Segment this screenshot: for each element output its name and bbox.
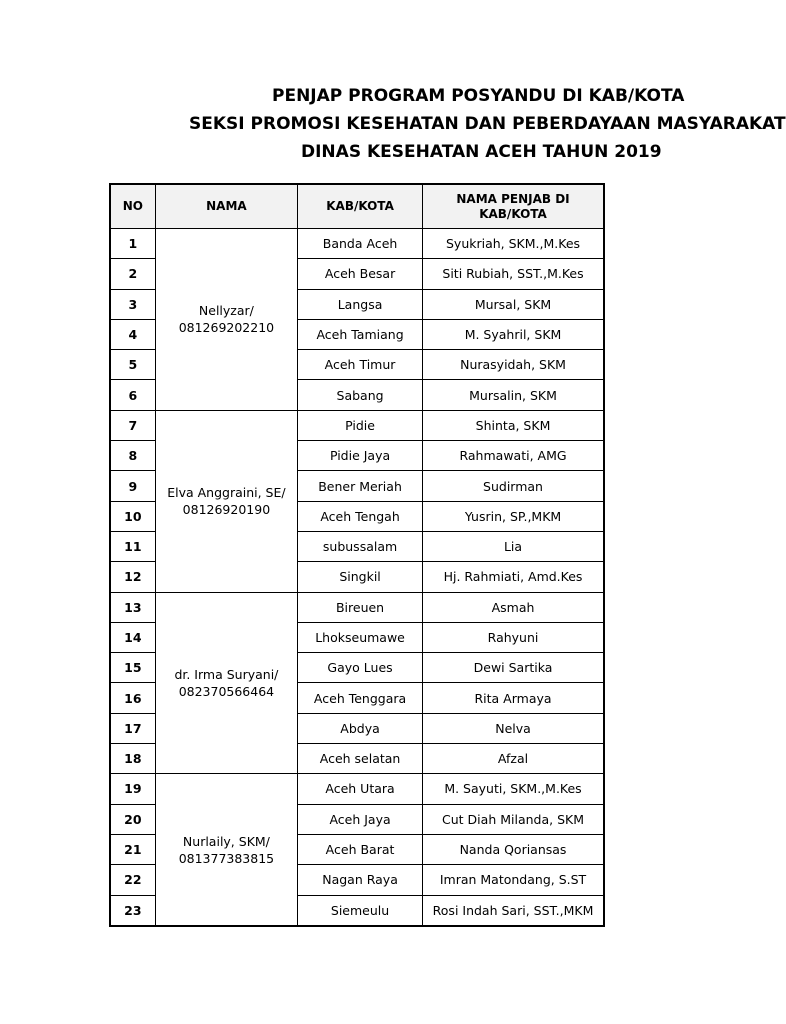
- table-row: [110, 410, 604, 440]
- cell-nama-penjab: Dewi Sartika: [423, 653, 604, 683]
- cell-kab-kota: Aceh selatan: [298, 744, 423, 774]
- header-penjab-line-2: KAB/KOTA: [479, 206, 547, 221]
- cell-kab-kota: Aceh Utara: [298, 774, 423, 804]
- cell-nama-penjab: M. Syahril, SKM: [423, 319, 604, 349]
- coordinator-phone: 082370566464: [178, 683, 275, 699]
- cell-nama-penjab: Cut Diah Milanda, SKM: [423, 804, 604, 834]
- cell-nama-penjab: Asmah: [423, 592, 604, 622]
- cell-nama-penjab: Afzal: [423, 744, 604, 774]
- cell-no: 14: [110, 622, 155, 652]
- cell-no: 10: [110, 501, 155, 531]
- cell-nama-penjab: Mursal, SKM: [423, 289, 604, 319]
- table-header-row: [110, 184, 604, 229]
- cell-kab-kota: Aceh Barat: [298, 834, 423, 864]
- coordinator-phone: 081269202210: [178, 320, 275, 336]
- cell-nama-penjab: Nanda Qoriansas: [423, 834, 604, 864]
- cell-nama-penjab: Rita Armaya: [423, 683, 604, 713]
- cell-nama-penjab: M. Sayuti, SKM.,M.Kes: [423, 774, 604, 804]
- cell-no: 23: [110, 895, 155, 926]
- heading-line-3: DINAS KESEHATAN ACEH TAHUN 2019: [301, 142, 662, 162]
- coordinator-name: Nurlaily, SKM/: [182, 833, 270, 849]
- cell-nama-penjab: Yusrin, SP.,MKM: [423, 501, 604, 531]
- cell-nama-penjab: Mursalin, SKM: [423, 380, 604, 410]
- cell-kab-kota: Aceh Tenggara: [298, 683, 423, 713]
- cell-no: 15: [110, 653, 155, 683]
- table-body: [110, 229, 604, 926]
- header-penjab-line-1: NAMA PENJAB DI: [456, 191, 570, 206]
- cell-no: 1: [110, 229, 155, 259]
- cell-nama-penjab: Shinta, SKM: [423, 410, 604, 440]
- cell-nama-penjab: Imran Matondang, S.ST: [423, 865, 604, 895]
- coordinator-phone: 081377383815: [178, 850, 275, 866]
- cell-kab-kota: Siemeulu: [298, 895, 423, 926]
- cell-nama-penjab: Rahmawati, AMG: [423, 441, 604, 471]
- cell-no: 5: [110, 350, 155, 380]
- cell-no: 12: [110, 562, 155, 592]
- cell-kab-kota: Sabang: [298, 380, 423, 410]
- cell-no: 13: [110, 592, 155, 622]
- cell-kab-kota: Lhokseumawe: [298, 622, 423, 652]
- cell-kab-kota: Bener Meriah: [298, 471, 423, 501]
- cell-no: 2: [110, 259, 155, 289]
- cell-no: 18: [110, 744, 155, 774]
- cell-no: 16: [110, 683, 155, 713]
- cell-coordinator: [155, 592, 297, 774]
- cell-kab-kota: Banda Aceh: [298, 229, 423, 259]
- coordinator-phone: 08126920190: [182, 502, 271, 518]
- heading-line-2: SEKSI PROMOSI KESEHATAN DAN PEBERDAYAAN MASYARAKAT: [189, 114, 786, 134]
- cell-nama-penjab: Rosi Indah Sari, SST.,MKM: [423, 895, 604, 926]
- cell-no: 22: [110, 865, 155, 895]
- cell-coordinator: [155, 229, 297, 411]
- header-nama-penjab: [423, 184, 604, 229]
- cell-no: 9: [110, 471, 155, 501]
- cell-no: 21: [110, 834, 155, 864]
- cell-kab-kota: Aceh Tamiang: [298, 319, 423, 349]
- cell-no: 17: [110, 713, 155, 743]
- table-row: [110, 774, 604, 804]
- cell-nama-penjab: Nelva: [423, 713, 604, 743]
- cell-kab-kota: Bireuen: [298, 592, 423, 622]
- cell-kab-kota: Aceh Besar: [298, 259, 423, 289]
- cell-kab-kota: Aceh Tengah: [298, 501, 423, 531]
- coordinator-name: dr. Irma Suryani/: [174, 666, 279, 682]
- cell-kab-kota: Nagan Raya: [298, 865, 423, 895]
- table-row: [110, 592, 604, 622]
- coordinator-name: Elva Anggraini, SE/: [167, 485, 286, 501]
- cell-kab-kota: Langsa: [298, 289, 423, 319]
- header-nama: NAMA: [155, 184, 297, 229]
- cell-no: 6: [110, 380, 155, 410]
- heading-line-1: PENJAP PROGRAM POSYANDU DI KAB/KOTA: [272, 86, 685, 106]
- cell-coordinator: [155, 410, 297, 592]
- cell-nama-penjab: Siti Rubiah, SST.,M.Kes: [423, 259, 604, 289]
- cell-no: 3: [110, 289, 155, 319]
- cell-kab-kota: Abdya: [298, 713, 423, 743]
- cell-kab-kota: Aceh Timur: [298, 350, 423, 380]
- cell-nama-penjab: Rahyuni: [423, 622, 604, 652]
- cell-no: 11: [110, 531, 155, 561]
- cell-no: 8: [110, 441, 155, 471]
- cell-nama-penjab: Syukriah, SKM.,M.Kes: [423, 229, 604, 259]
- cell-no: 19: [110, 774, 155, 804]
- cell-kab-kota: Aceh Jaya: [298, 804, 423, 834]
- cell-nama-penjab: Sudirman: [423, 471, 604, 501]
- cell-no: 7: [110, 410, 155, 440]
- cell-kab-kota: Pidie: [298, 410, 423, 440]
- cell-kab-kota: Singkil: [298, 562, 423, 592]
- cell-nama-penjab: Lia: [423, 531, 604, 561]
- header-no: NO: [110, 184, 155, 229]
- cell-coordinator: [155, 774, 297, 926]
- cell-kab-kota: Gayo Lues: [298, 653, 423, 683]
- cell-nama-penjab: Hj. Rahmiati, Amd.Kes: [423, 562, 604, 592]
- cell-no: 20: [110, 804, 155, 834]
- coordinator-name: Nellyzar/: [198, 303, 254, 319]
- cell-no: 4: [110, 319, 155, 349]
- cell-kab-kota: Pidie Jaya: [298, 441, 423, 471]
- header-kab-kota: KAB/KOTA: [298, 184, 423, 229]
- cell-nama-penjab: Nurasyidah, SKM: [423, 350, 604, 380]
- table-row: [110, 229, 604, 259]
- penjab-table: [109, 183, 605, 927]
- cell-kab-kota: subussalam: [298, 531, 423, 561]
